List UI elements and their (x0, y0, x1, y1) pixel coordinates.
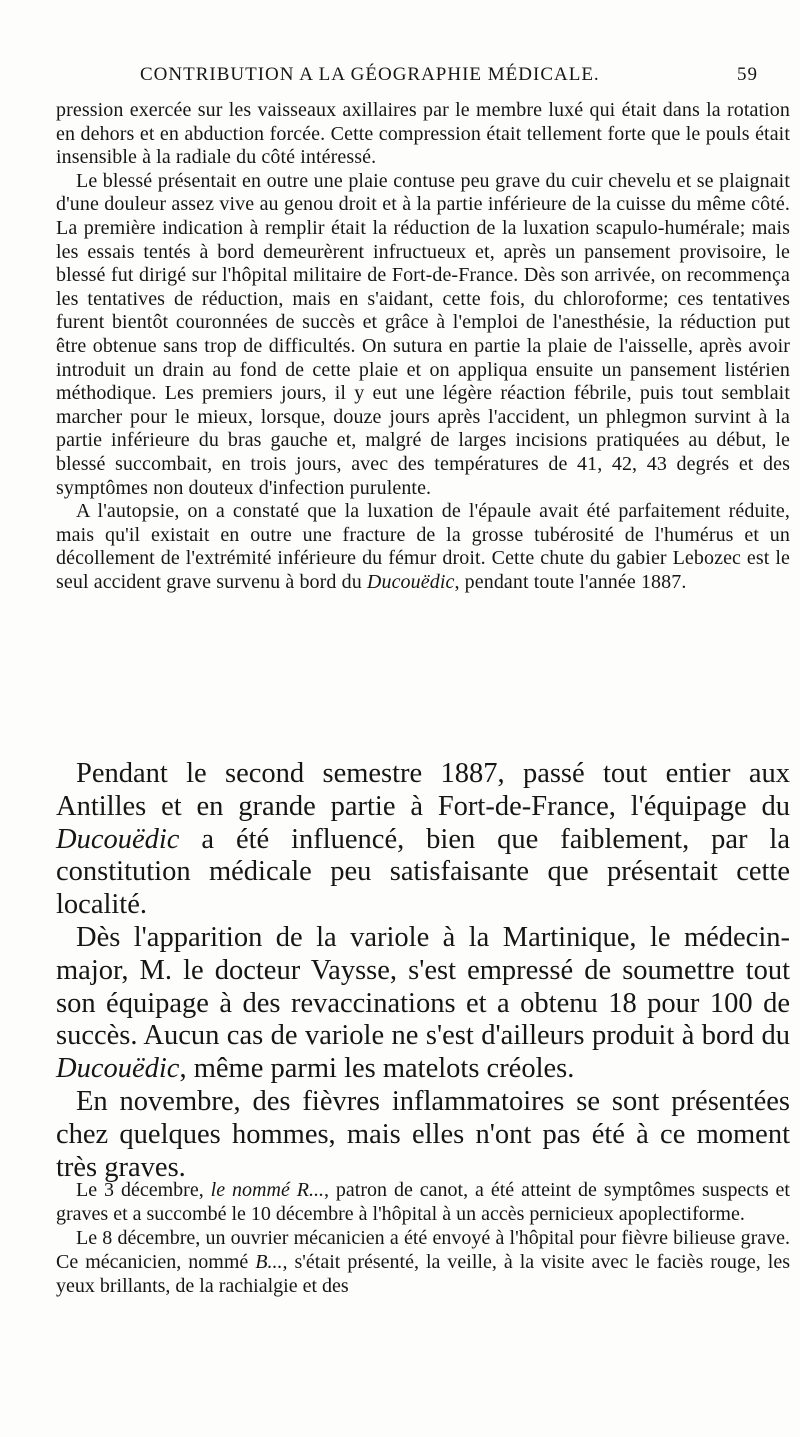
december-cases-section (56, 1178, 790, 1298)
case-report-section (56, 99, 790, 594)
paragraph-autopsy (56, 500, 790, 594)
autopsy-text-end: , pendant toute l'année 1887. (454, 570, 687, 593)
autopsy-text-start: A l'autopsie, on a constaté que la luxation de l'épaule avait été parfaitement réduite, mais qu'il existait en outre une fracture de la grosse tubérosité de l'humérus et un décollement de l'extrémité inférieure du fémur droit. Cette chute du gabier Lebozec est le seul accident grave survenu à bord du (56, 500, 790, 593)
paragraph-treatment: Le blessé présentait en outre une plaie contuse peu grave du cuir chevelu et se plaignait d'une douleur assez vive au genou droit et à la partie inférieure de la cuisse du même côté. La première indication à remplir était la réduction de la luxation scapulo-humérale; mais les essais tentés à bord demeurèrent infructueux et, après un pansement provisoire, le blessé fut dirigé sur l'hôpital militaire de Fort-de-France. Dès son arrivée, on recommença les tentatives de réduction, mais en s'aidant, cette fois, du chloroforme; ces tentatives furent bientôt couronnées de succès et grâce à l'emploi de l'anesthésie, la réduction put être obtenue sans trop de difficultés. On sutura en partie la plaie de l'aisselle, après avoir introduit un drain au fond de cette plaie et on appliqua ensuite un pansement listérien méthodique. Les premiers jours, il y eut une légère réaction fébrile, puis tout semblait marcher pour le mieux, lorsque, douze jours après l'accident, un phlegmon survint à la partie inférieure du bras gauche et, malgré de larges incisions pratiquées au début, le blessé succombait, en trois jours, avec des températures de 41, 42, 43 degrés et des symptômes non douteux d'infection purulente. (56, 169, 790, 499)
semester-section (56, 758, 790, 1184)
patient-name: le nommé R... (210, 1179, 324, 1201)
paragraph-continuation: pression exercée sur les vaisseaux axillaires par le membre luxé qui était dans la rotation en dehors et en abduction forcée. Cette compression était tellement forte que le pouls était insensible à la radiale du côté intéressé. (56, 99, 790, 169)
case-r-text-end: , patron de canot, a été atteint de symptômes suspects et graves et a succombé le 10 décembre à l'hôpital à un accès pernicieux apoplectiforme. (56, 1179, 790, 1225)
semester-text-end: a été influencé, bien que faiblement, par la constitution médicale peu satisfaisante que présentait cette localité. (56, 823, 790, 921)
running-header (104, 64, 758, 94)
case-r-text-start: Le 3 décembre, (76, 1179, 211, 1201)
paragraph-semester (56, 758, 790, 922)
ship-name: Ducouëdic (56, 823, 180, 855)
page-number: 59 (737, 64, 758, 85)
header-title: CONTRIBUTION A LA GÉOGRAPHIE MÉDICALE. (140, 64, 600, 85)
paragraph-case-b (56, 1226, 790, 1298)
paragraph-case-r (56, 1178, 790, 1226)
patient-name: B... (255, 1251, 283, 1273)
paragraph-fievres: En novembre, des fièvres inflammatoires se sont présentées chez quelques hommes, mais elles n'ont pas été à ce moment très graves. (56, 1085, 790, 1183)
case-b-text-start: Le 8 décembre, un ouvrier mécanicien a été envoyé à l'hôpital pour fièvre bilieuse grave. Ce mécanicien, nommé (56, 1227, 790, 1273)
variole-text-start: Dès l'apparition de la variole à la Martinique, le médecin-major, M. le docteur Vaysse, s'est empressé de soumettre tout son équipage à des revaccinations et a obtenu 18 pour 100 de succès. Aucun cas de variole ne s'est d'ailleurs produit à bord du (56, 921, 790, 1052)
variole-text-end: , même parmi les matelots créoles. (179, 1053, 575, 1085)
paragraph-variole (56, 922, 790, 1086)
ship-name: Ducouëdic (366, 570, 455, 593)
case-b-text-end: , s'était présenté, la veille, à la visite avec le faciès rouge, les yeux brillants, de la rachialgie et des (56, 1251, 791, 1297)
ship-name: Ducouëdic (56, 1053, 180, 1085)
semester-text-start: Pendant le second semestre 1887, passé tout entier aux Antilles et en grande partie à Fort-de-France, l'équipage du (56, 758, 790, 822)
